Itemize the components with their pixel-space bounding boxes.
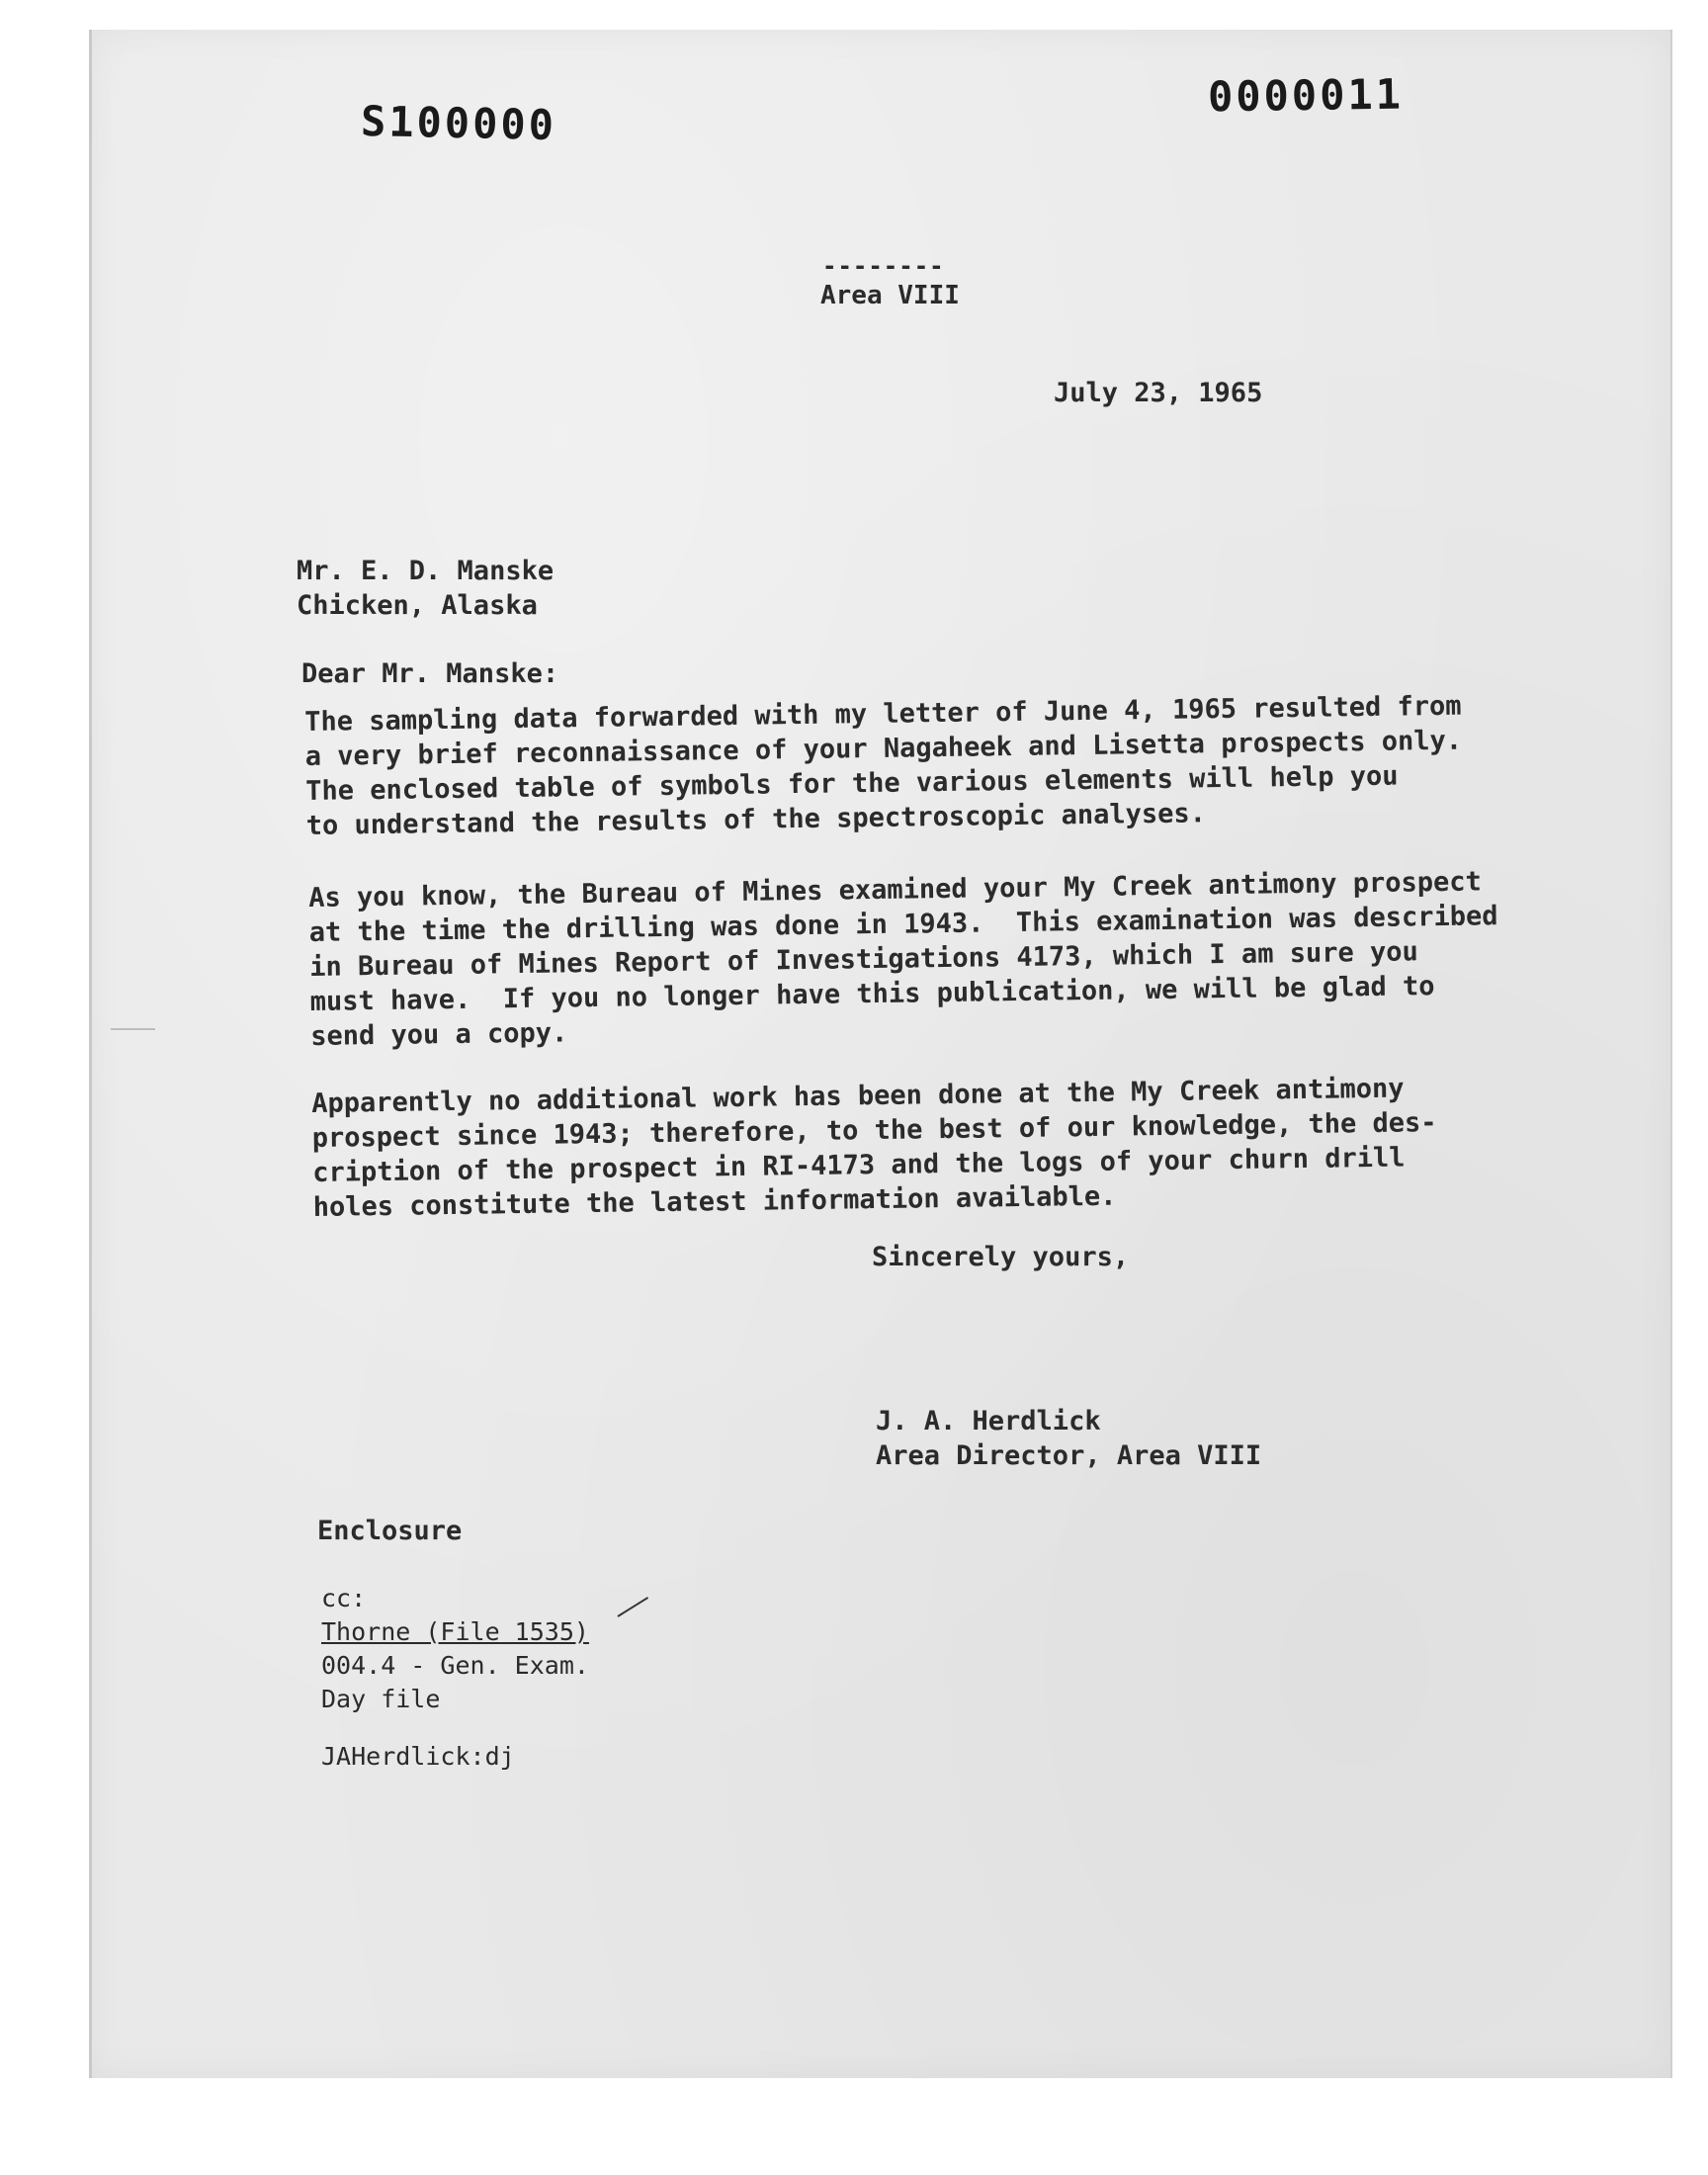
- paragraph-line: The sampling data forwarded with my letter of June 4, 1965 resulted from: [304, 690, 1462, 738]
- paragraph-line: at the time the drilling was done in 1943. This examination was described: [308, 901, 1498, 948]
- cc-entry: Day file: [321, 1685, 441, 1713]
- cc-entry: 004.4 - Gen. Exam.: [321, 1651, 589, 1680]
- header-dashes: --------: [822, 252, 945, 280]
- recipient-line: Mr. E. D. Manske: [297, 556, 555, 586]
- signer-name: J. A. Herdlick: [876, 1406, 1101, 1436]
- header-area: Area VIII: [820, 281, 960, 310]
- paragraph-2: [308, 864, 1499, 1054]
- cc-label: cc:: [321, 1584, 367, 1612]
- closing: Sincerely yours,: [872, 1242, 1130, 1272]
- letter-page: [89, 30, 1672, 2078]
- signer-title: Area Director, Area VIII: [876, 1440, 1262, 1471]
- paragraph-3: [311, 1071, 1438, 1225]
- stamp-number-left: S100000: [360, 96, 557, 150]
- paragraph-1: [304, 689, 1463, 843]
- stamp-number-right: 0000011: [1207, 69, 1405, 122]
- page-edge: [89, 30, 92, 2078]
- signature-block: [876, 1404, 1261, 1473]
- paragraph-line: prospect since 1943; therefore, to the best of our knowledge, the des-: [311, 1107, 1437, 1154]
- paragraph-line: holes constitute the latest information available.: [312, 1180, 1117, 1223]
- paragraph-line: a very brief reconnaissance of your Nagaheek and Lisetta prospects only.: [304, 725, 1463, 772]
- recipient-address: [297, 554, 554, 623]
- enclosure-note: Enclosure: [317, 1516, 463, 1546]
- paragraph-line: As you know, the Bureau of Mines examined your My Creek antimony prospect: [308, 866, 1483, 914]
- paragraph-line: to understand the results of the spectroscopic analyses.: [305, 798, 1207, 841]
- salutation: Dear Mr. Manske:: [301, 658, 559, 689]
- recipient-line: Chicken, Alaska: [297, 590, 538, 621]
- typist-initials: JAHerdlick:dj: [321, 1742, 515, 1771]
- cc-list: [321, 1582, 589, 1716]
- cc-entry: Thorne (File 1535): [321, 1617, 589, 1646]
- letter-date: July 23, 1965: [1054, 378, 1263, 408]
- paragraph-line: The enclosed table of symbols for the various elements will help you: [305, 760, 1399, 807]
- paragraph-line: Apparently no additional work has been done at the My Creek antimony: [311, 1073, 1405, 1119]
- paragraph-line: in Bureau of Mines Report of Investigations 4173, which I am sure you: [309, 936, 1418, 983]
- paragraph-line: send you a copy.: [309, 1017, 568, 1052]
- paragraph-line: must have. If you no longer have this publication, we will be glad to: [309, 971, 1435, 1017]
- paragraph-line: cription of the prospect in RI-4173 and the logs of your churn drill: [312, 1142, 1406, 1188]
- margin-mark: [111, 1028, 155, 1030]
